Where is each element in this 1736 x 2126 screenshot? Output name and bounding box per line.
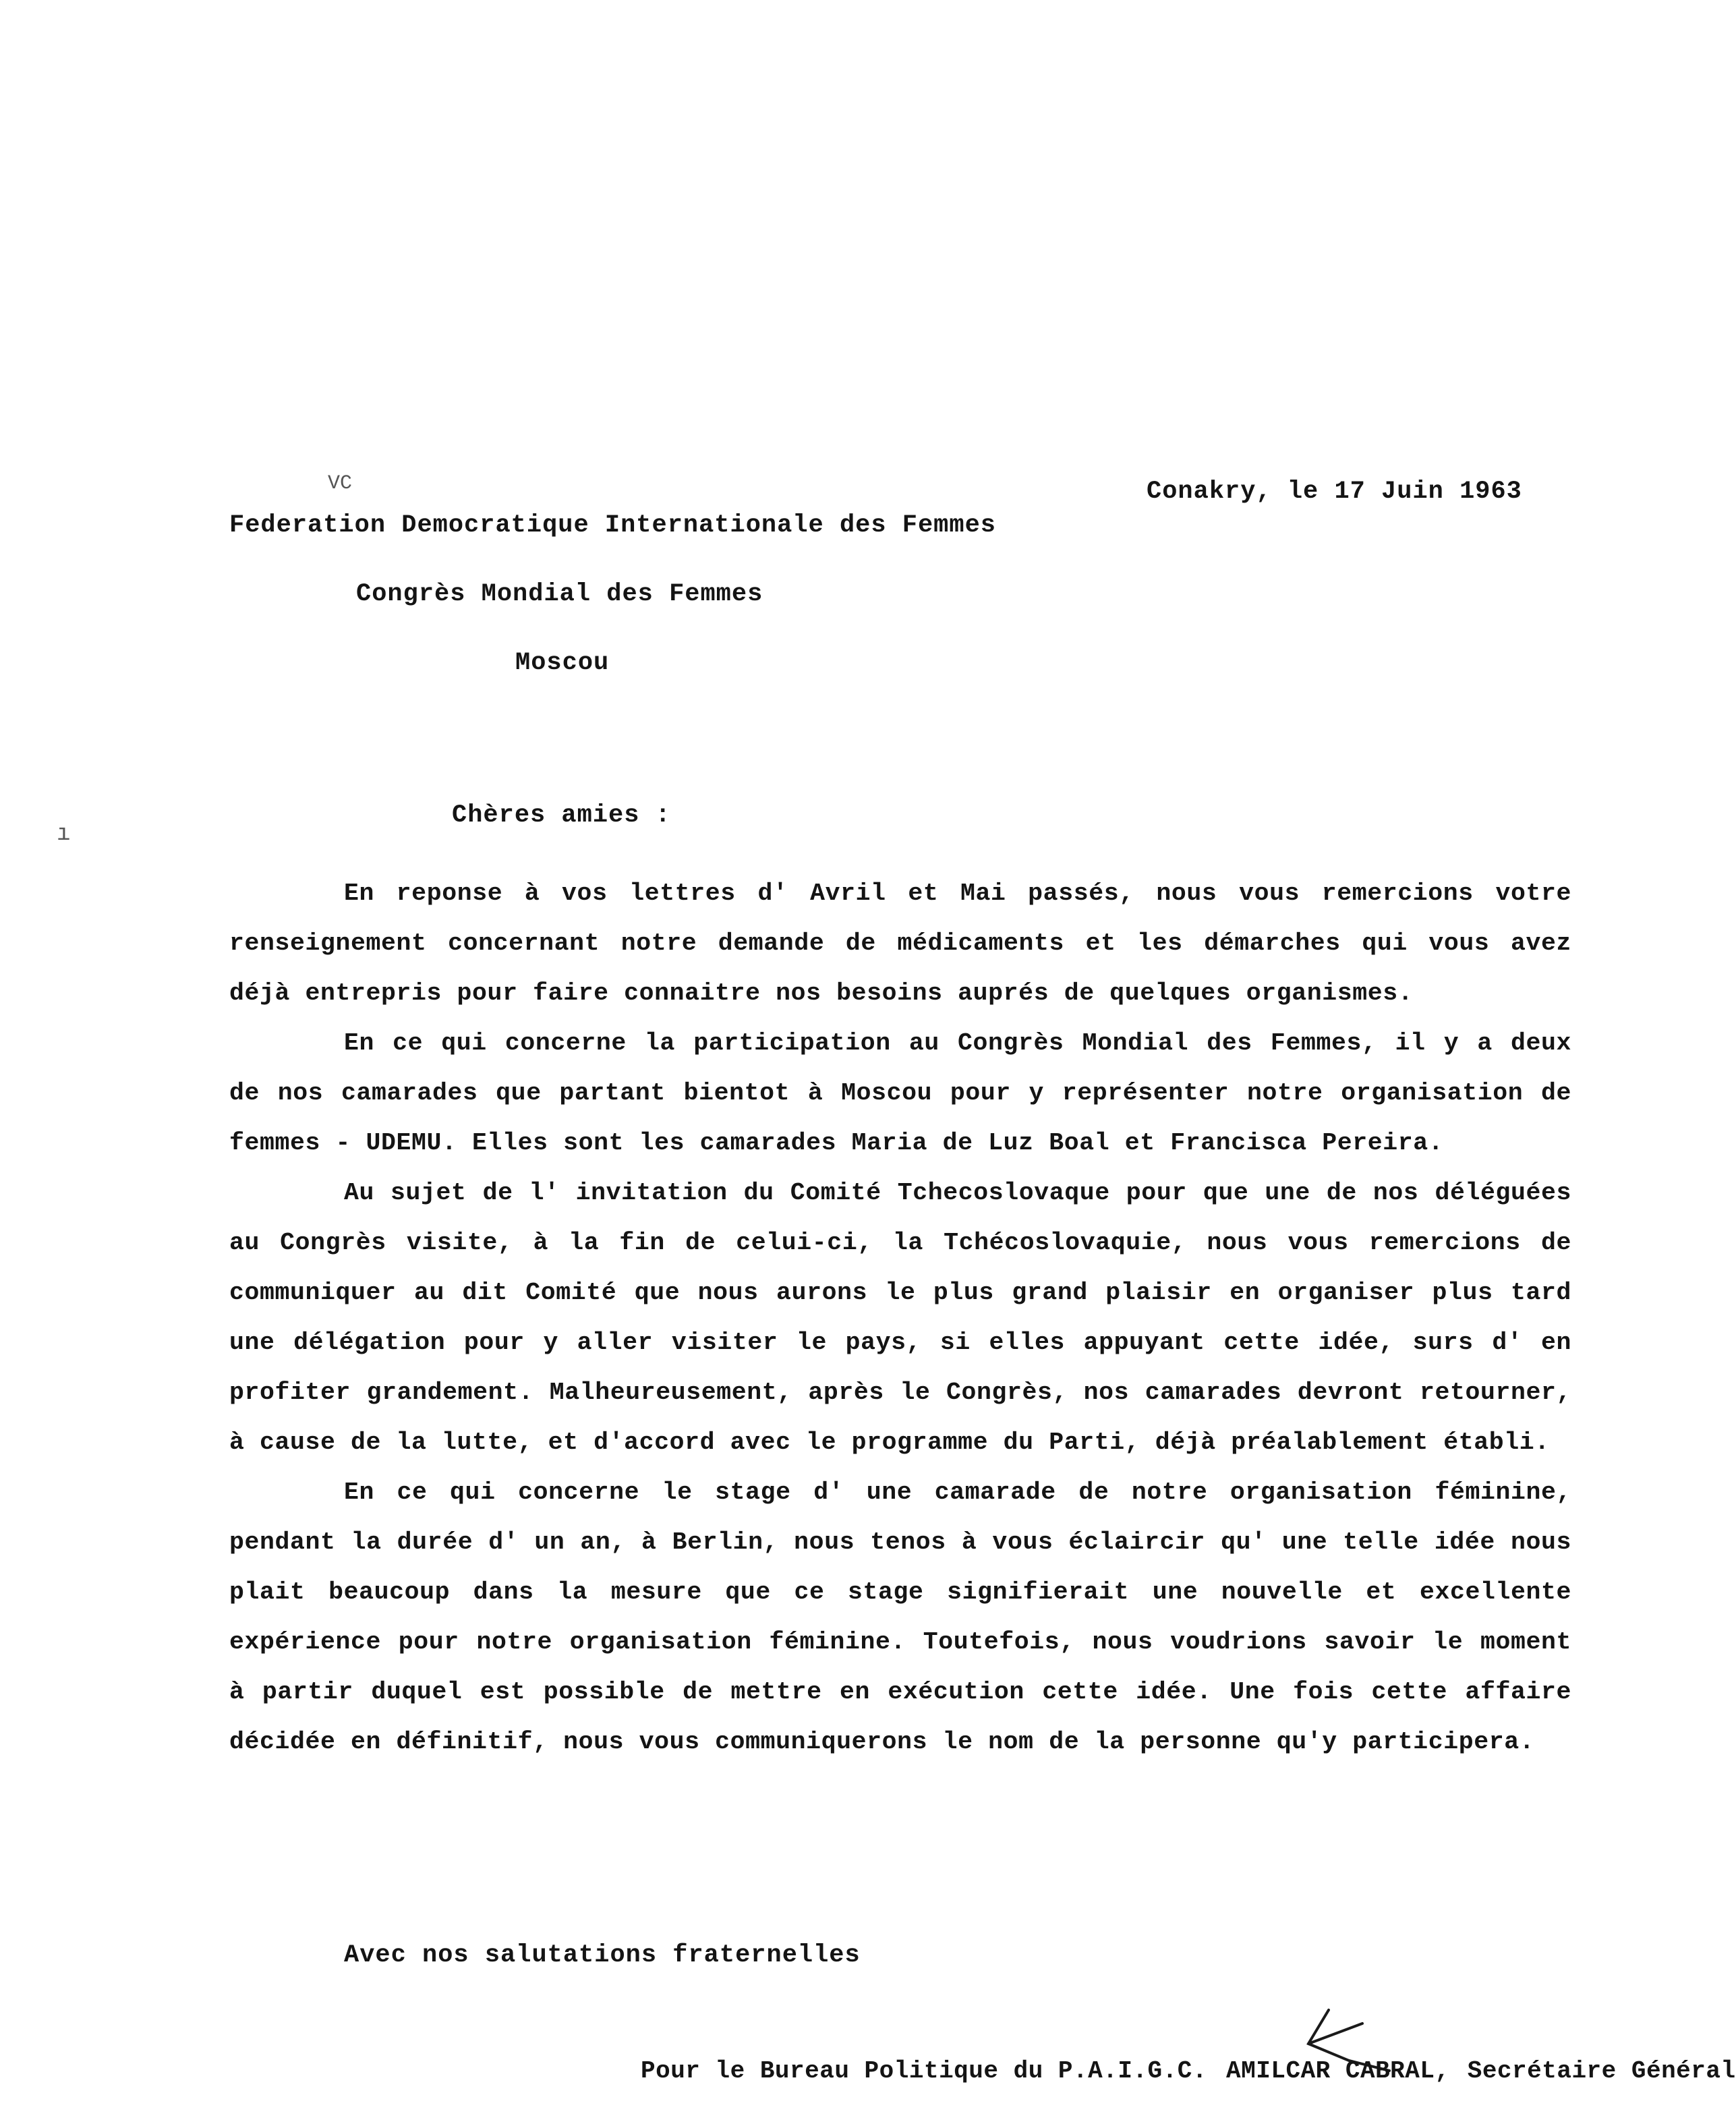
letter-body xyxy=(229,869,1571,1767)
signatory-title: Secrétaire Général xyxy=(1467,2057,1736,2085)
margin-annotation: VC xyxy=(328,472,353,495)
margin-tick: ı xyxy=(57,822,71,847)
paragraph: Au sujet de l' invitation du Comité Tchecoslovaque pour que une de nos déléguées au Congrès visite, à la fin de celui-ci, la Tchécoslovaquie, nous vous remercions de communiquer au dit Comité que nous aurons le plus grand plaisir en organiser plus tard une délégation pour y aller visiter le pays, si elles appuyant cette idée, surs d' en profiter grandement. Malheureusement, après le Congrès, nos camarades devront retourner, à cause de la lutte, et d'accord avec le programme du Parti, déjà préalablement établi. xyxy=(229,1179,1571,1456)
recipient-city: Moscou xyxy=(515,649,610,677)
paragraph: En ce qui concerne la participation au Congrès Mondial des Femmes, il y a deux de nos camarades que partant bientot à Moscou pour y représenter notre organisation de femmes - UDEMU. Elles sont les camarades Maria de Luz Boal et Francisca Pereira. xyxy=(229,1029,1571,1157)
letter-date: Conakry, le 17 Juin 1963 xyxy=(1147,478,1522,506)
signatory-name: AMILCAR CABRAL, xyxy=(1226,2057,1450,2085)
paragraph: En ce qui concerne le stage d' une camarade de notre organisation féminine, pendant la durée d' un an, à Berlin, nous tenos à vous éclaircir qu' une telle idée nous plait beaucoup dans la mesure que ce stage signifierait une nouvelle et excellente expérience pour notre organisation féminine. Toutefois, nous voudrions savoir le moment à partir duquel est possible de mettre en exécution cette idée. Une fois cette affaire décidée en définitif, nous vous communiquerons le nom de la personne qu'y participera. xyxy=(229,1478,1571,1756)
closing-line: Avec nos salutations fraternelles xyxy=(344,1941,861,1970)
paragraph: En reponse à vos lettres d' Avril et Mai passés, nous vous remercions votre renseignement concernant notre demande de médicaments et les démarches qui vous avez déjà entrepris pour faire connaitre nos besoins auprés de quelques organismes. xyxy=(229,880,1571,1007)
recipient-organization: Federation Democratique Internationale des Femmes xyxy=(229,511,996,540)
salutation: Chères amies : xyxy=(452,801,671,830)
signature-prefix: Pour le Bureau Politique du P.A.I.G.C. xyxy=(641,2057,1207,2085)
recipient-event: Congrès Mondial des Femmes xyxy=(356,580,763,608)
signature-block xyxy=(641,2057,1736,2085)
